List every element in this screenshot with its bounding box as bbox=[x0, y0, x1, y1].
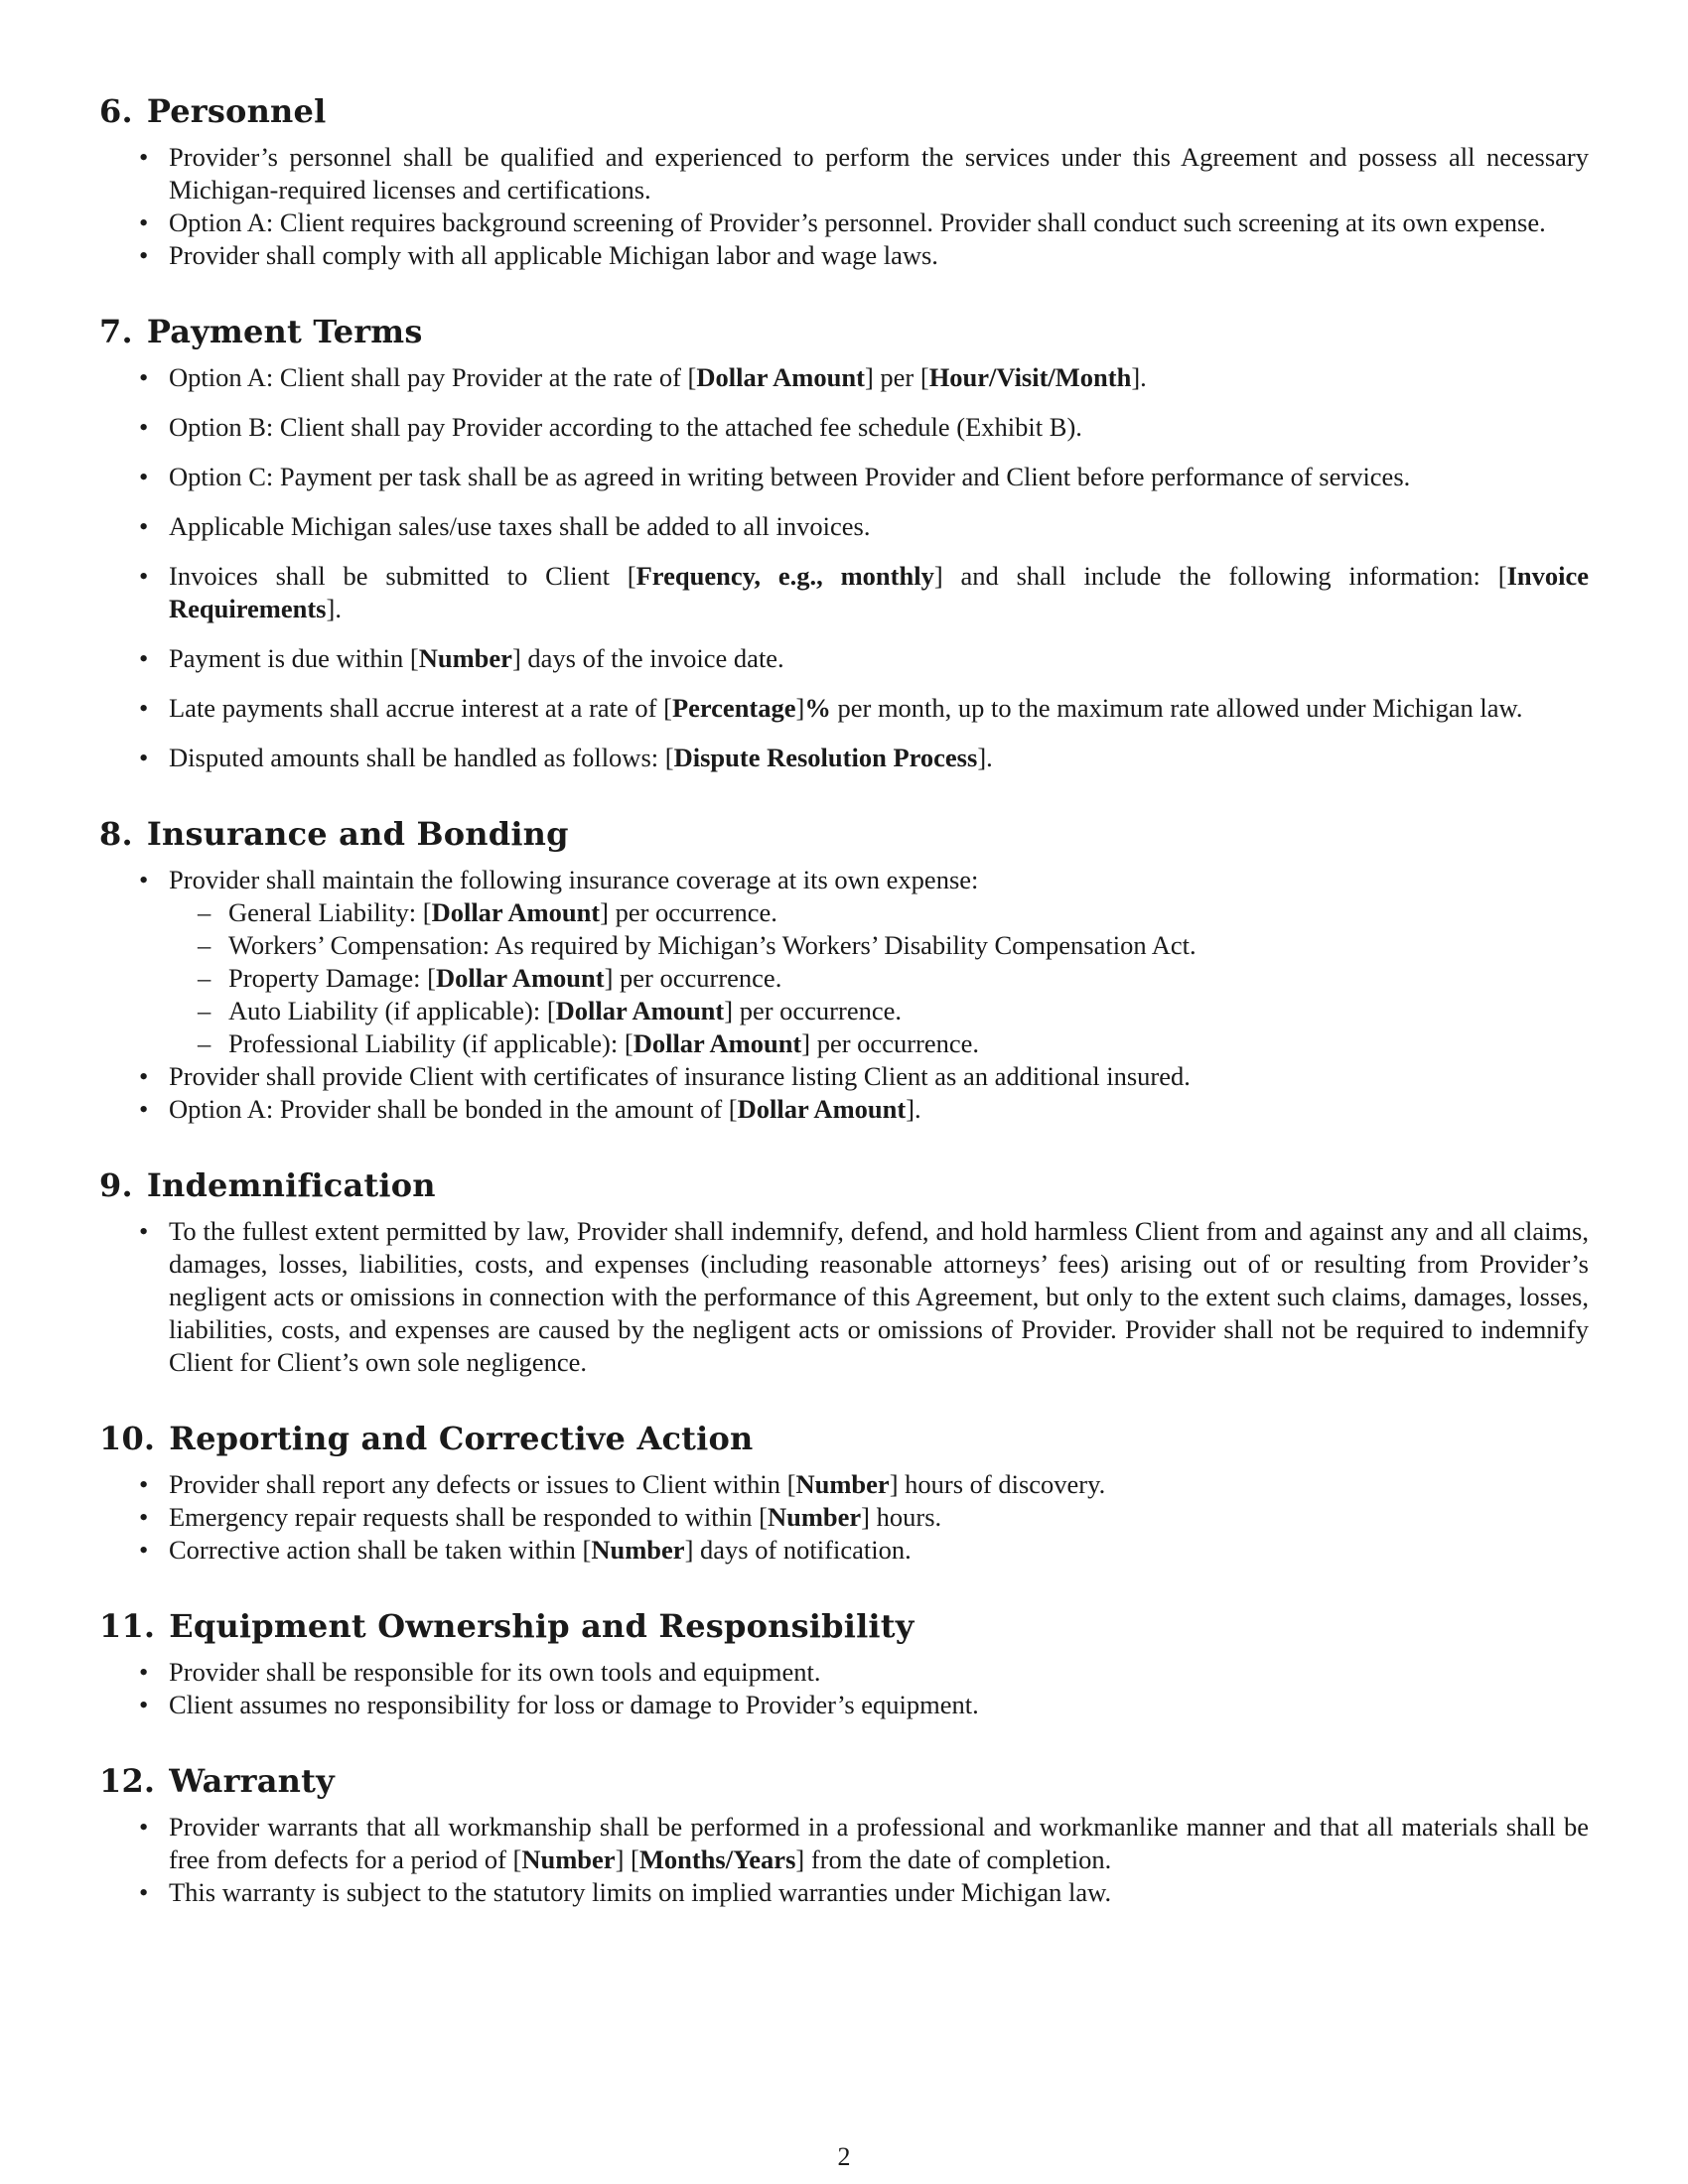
sub-list-item: – Auto Liability (if applicable): [Dollar Amount] per occurrence. bbox=[169, 995, 1589, 1027]
list-item: • Option A: Client requires background screening of Provider’s personnel. Provider shall conduct such screening at its own expense. bbox=[99, 206, 1589, 239]
section-title: Insurance and Bonding bbox=[146, 815, 569, 853]
list-item: • This warranty is subject to the statutory limits on implied warranties under Michigan law. bbox=[99, 1876, 1589, 1909]
placeholder-field: Frequency, e.g., monthly bbox=[635, 561, 934, 591]
list-item: • Provider’s personnel shall be qualified and experienced to perform the services under this Agreement and possess all necessary Michigan-required licenses and certifications. bbox=[99, 141, 1589, 206]
list-item: • Client assumes no responsibility for loss or damage to Provider’s equipment. bbox=[99, 1689, 1589, 1721]
list-item: • Option A: Client shall pay Provider at the rate of [Dollar Amount] per [Hour/Visit/Month]. bbox=[99, 361, 1589, 394]
section-title: Equipment Ownership and Responsibility bbox=[169, 1607, 914, 1645]
section-title: Indemnification bbox=[146, 1166, 436, 1204]
list-item: • Option B: Client shall pay Provider according to the attached fee schedule (Exhibit B). bbox=[99, 411, 1589, 444]
section-heading bbox=[99, 1761, 1589, 1801]
list-item: • Emergency repair requests shall be responded to within [Number] hours. bbox=[99, 1501, 1589, 1534]
sub-list-item: – General Liability: [Dollar Amount] per occurrence. bbox=[169, 896, 1589, 929]
placeholder-field: Dispute Resolution Process bbox=[673, 743, 978, 772]
placeholder-field: Months/Years bbox=[638, 1844, 796, 1874]
list-item: • Payment is due within [Number] days of the invoice date. bbox=[99, 642, 1589, 675]
section-number: 12. bbox=[99, 1762, 156, 1800]
section-heading bbox=[99, 91, 1589, 131]
list-item: • Applicable Michigan sales/use taxes shall be added to all invoices. bbox=[99, 510, 1589, 543]
list-item: • Provider warrants that all workmanship shall be performed in a professional and workmanlike manner and that all materials shall be free from defects for a period of [Number] [Months/Years] from the date of completion. bbox=[99, 1811, 1589, 1876]
placeholder-field: Dollar Amount bbox=[555, 996, 725, 1025]
section-title: Payment Terms bbox=[146, 313, 423, 350]
section-warranty bbox=[99, 1761, 1589, 1909]
sub-list-item: – Workers’ Compensation: As required by Michigan’s Workers’ Disability Compensation Act. bbox=[169, 929, 1589, 962]
list-item: • Provider shall maintain the following insurance coverage at its own expense: – General Liability: [Dollar Amount] per occurrence. – Workers’ Compensation: As required by Michigan’s Workers’ Disability Compensation Act. – Property Damage: [Dollar Amount] per occurrence. – Auto Liability (if applicable): [Dollar Amount] per occurrence. – Professional Liability (if applicable): [Dollar Amount] per occurrence. bbox=[99, 864, 1589, 1060]
placeholder-field: Dollar Amount bbox=[436, 963, 605, 993]
sub-list-item: – Property Damage: [Dollar Amount] per occurrence. bbox=[169, 962, 1589, 995]
section-heading bbox=[99, 814, 1589, 854]
placeholder-field: Number bbox=[418, 643, 512, 673]
placeholder-field: Number bbox=[795, 1469, 890, 1499]
placeholder-field: Dollar Amount bbox=[431, 897, 601, 927]
placeholder-field: Hour/Visit/Month bbox=[928, 362, 1132, 392]
list-item: • Provider shall comply with all applicable Michigan labor and wage laws. bbox=[99, 239, 1589, 272]
section-title: Warranty bbox=[169, 1762, 335, 1800]
list-item: • Invoices shall be submitted to Client [Frequency, e.g., monthly] and shall include the following information: [Invoice Requirements]. bbox=[99, 560, 1589, 625]
section-heading bbox=[99, 1419, 1589, 1458]
section-heading bbox=[99, 1165, 1589, 1205]
placeholder-field: Invoice Requirements bbox=[169, 561, 1590, 623]
section-heading bbox=[99, 312, 1589, 351]
list-item: • Provider shall provide Client with certificates of insurance listing Client as an additional insured. bbox=[99, 1060, 1589, 1093]
document-page bbox=[99, 91, 1589, 1949]
list-item: • Option A: Provider shall be bonded in the amount of [Dollar Amount]. bbox=[99, 1093, 1589, 1126]
sub-list bbox=[169, 896, 1589, 1060]
list-item: • To the fullest extent permitted by law, Provider shall indemnify, defend, and hold harmless Client from and against any and all claims, damages, losses, liabilities, costs, and expenses (including reasonable attorneys’ fees) arising out of or resulting from Provider’s negligent acts or omissions in connection with the performance of this Agreement, but only to the extent such claims, damages, losses, liabilities, costs, and expenses are caused by the negligent acts or omissions of Provider. Provider shall not be required to indemnify Client for Client’s own sole negligence. bbox=[99, 1215, 1589, 1379]
section-equipment bbox=[99, 1606, 1589, 1721]
section-title: Personnel bbox=[146, 92, 327, 130]
list-item: • Provider shall be responsible for its own tools and equipment. bbox=[99, 1656, 1589, 1689]
section-heading bbox=[99, 1606, 1589, 1646]
section-payment-terms bbox=[99, 312, 1589, 774]
placeholder-field: Dollar Amount bbox=[633, 1028, 802, 1058]
placeholder-field: Number bbox=[767, 1502, 862, 1532]
placeholder-field: Dollar Amount bbox=[696, 362, 865, 392]
list-item: • Option C: Payment per task shall be as agreed in writing between Provider and Client before performance of services. bbox=[99, 461, 1589, 493]
section-insurance-bonding bbox=[99, 814, 1589, 1126]
placeholder-field: Percentage bbox=[671, 693, 796, 723]
page-number: 2 bbox=[837, 2142, 851, 2171]
section-title: Reporting and Corrective Action bbox=[169, 1420, 754, 1457]
list-item: • Provider shall report any defects or issues to Client within [Number] hours of discovery. bbox=[99, 1468, 1589, 1501]
section-personnel bbox=[99, 91, 1589, 272]
list-item: • Disputed amounts shall be handled as follows: [Dispute Resolution Process]. bbox=[99, 742, 1589, 774]
section-number: 7. bbox=[99, 313, 133, 350]
section-number: 9. bbox=[99, 1166, 133, 1204]
section-number: 11. bbox=[99, 1607, 156, 1645]
section-number: 8. bbox=[99, 815, 133, 853]
sub-list-item: – Professional Liability (if applicable): [Dollar Amount] per occurrence. bbox=[169, 1027, 1589, 1060]
list-item: • Late payments shall accrue interest at a rate of [Percentage]% per month, up to the maximum rate allowed under Michigan law. bbox=[99, 692, 1589, 725]
percent-sign: % bbox=[804, 693, 831, 723]
section-number: 6. bbox=[99, 92, 133, 130]
list-item: • Corrective action shall be taken within [Number] days of notification. bbox=[99, 1534, 1589, 1567]
placeholder-field: Dollar Amount bbox=[737, 1094, 907, 1124]
section-indemnification bbox=[99, 1165, 1589, 1379]
section-number: 10. bbox=[99, 1420, 156, 1457]
placeholder-field: Number bbox=[591, 1535, 685, 1565]
section-reporting-corrective-action bbox=[99, 1419, 1589, 1567]
placeholder-field: Number bbox=[521, 1844, 616, 1874]
